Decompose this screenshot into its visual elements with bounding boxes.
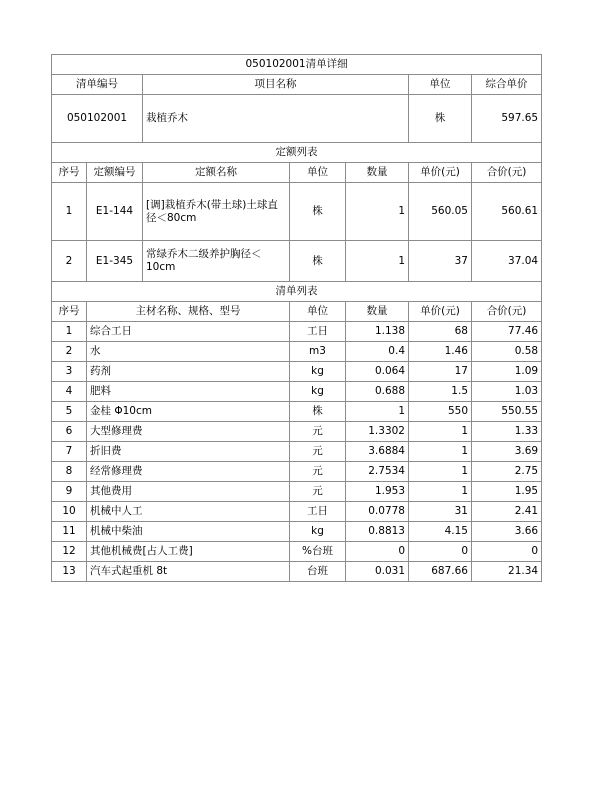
col-unit-price-cell: 1 [409, 462, 472, 482]
col-unit-cell: 元 [290, 422, 346, 442]
item-price: 597.65 [472, 95, 542, 143]
item-code: 050102001 [52, 95, 143, 143]
col-index-cell: 9 [52, 482, 87, 502]
quota-header-row [52, 163, 542, 183]
col-unit-price-cell: 68 [409, 322, 472, 342]
col-quantity-cell: 2.7534 [346, 462, 409, 482]
col-index-cell: 2 [52, 342, 87, 362]
col-unit-price-cell: 0 [409, 542, 472, 562]
col-material-name-cell: 折旧费 [87, 442, 290, 462]
col-total-price-header: 合价(元) [472, 302, 542, 322]
col-total-price-cell: 21.34 [472, 562, 542, 582]
col-quota-code-header: 定额编号 [87, 163, 143, 183]
material-row [52, 402, 542, 422]
col-unit-cell: 元 [290, 442, 346, 462]
col-quota-name-header: 定额名称 [143, 163, 290, 183]
col-material-name-cell: 机械中人工 [87, 502, 290, 522]
material-row [52, 522, 542, 542]
quota-section-title: 定额列表 [52, 143, 542, 163]
col-total-price-cell: 2.41 [472, 502, 542, 522]
col-material-name-cell: 综合工日 [87, 322, 290, 342]
bill-detail-table [51, 54, 542, 582]
col-total-price-cell: 0 [472, 542, 542, 562]
col-index-cell: 8 [52, 462, 87, 482]
col-index-cell: 7 [52, 442, 87, 462]
header-price: 综合单价 [472, 75, 542, 95]
col-total-price-header: 合价(元) [472, 163, 542, 183]
material-row [52, 422, 542, 442]
material-section-title: 清单列表 [52, 282, 542, 302]
col-quantity-cell: 1.953 [346, 482, 409, 502]
col-total-price-cell: 77.46 [472, 322, 542, 342]
col-quantity-cell: 1 [346, 183, 409, 241]
col-quantity-cell: 0.0778 [346, 502, 409, 522]
material-row [52, 322, 542, 342]
col-material-name-header: 主材名称、规格、型号 [87, 302, 290, 322]
col-index-cell: 6 [52, 422, 87, 442]
col-unit-cell: 株 [290, 241, 346, 282]
col-unit-cell: 元 [290, 482, 346, 502]
col-unit-cell: 元 [290, 462, 346, 482]
col-material-name-cell: 水 [87, 342, 290, 362]
material-row [52, 502, 542, 522]
col-index-cell: 5 [52, 402, 87, 422]
col-total-price-cell: 3.69 [472, 442, 542, 462]
col-total-price-cell: 1.09 [472, 362, 542, 382]
col-unit-price-cell: 1.5 [409, 382, 472, 402]
col-unit-cell: 株 [290, 183, 346, 241]
material-header-row [52, 302, 542, 322]
sheet-title: 050102001清单详细 [52, 55, 542, 75]
col-quota-code-cell: E1-144 [87, 183, 143, 241]
col-material-name-cell: 其他费用 [87, 482, 290, 502]
material-row [52, 382, 542, 402]
col-total-price-cell: 3.66 [472, 522, 542, 542]
material-row [52, 342, 542, 362]
material-row [52, 442, 542, 462]
col-unit-price-cell: 1 [409, 442, 472, 462]
col-unit-price-cell: 1.46 [409, 342, 472, 362]
col-unit-price-cell: 31 [409, 502, 472, 522]
col-material-name-cell: 机械中柴油 [87, 522, 290, 542]
col-quota-name-cell: [调]栽植乔木(带土球)土球直径＜80cm [143, 183, 290, 241]
col-total-price-cell: 1.33 [472, 422, 542, 442]
col-quantity-cell: 1.138 [346, 322, 409, 342]
col-material-name-cell: 金桂 Φ10cm [87, 402, 290, 422]
col-unit-cell: kg [290, 522, 346, 542]
col-quantity-cell: 1.3302 [346, 422, 409, 442]
material-row [52, 462, 542, 482]
col-unit-price-cell: 37 [409, 241, 472, 282]
col-index-cell: 1 [52, 322, 87, 342]
col-unit-price-cell: 560.05 [409, 183, 472, 241]
col-unit-cell: m3 [290, 342, 346, 362]
material-row [52, 562, 542, 582]
col-total-price-cell: 1.95 [472, 482, 542, 502]
col-quantity-header: 数量 [346, 302, 409, 322]
col-unit-cell: kg [290, 362, 346, 382]
col-material-name-cell: 其他机械费[占人工费] [87, 542, 290, 562]
col-index-cell: 1 [52, 183, 87, 241]
quota-row [52, 183, 542, 241]
col-unit-cell: 株 [290, 402, 346, 422]
col-unit-cell: 工日 [290, 502, 346, 522]
col-quantity-cell: 1 [346, 402, 409, 422]
col-index-header: 序号 [52, 302, 87, 322]
material-row [52, 542, 542, 562]
col-unit-price-cell: 17 [409, 362, 472, 382]
col-quota-name-cell: 常绿乔木二级养护胸径＜10cm [143, 241, 290, 282]
material-row [52, 362, 542, 382]
col-unit-price-header: 单价(元) [409, 163, 472, 183]
col-unit-price-cell: 1 [409, 482, 472, 502]
col-material-name-cell: 汽车式起重机 8t [87, 562, 290, 582]
col-unit-header: 单位 [290, 302, 346, 322]
col-unit-price-header: 单价(元) [409, 302, 472, 322]
material-row [52, 482, 542, 502]
col-unit-header: 单位 [290, 163, 346, 183]
col-quantity-cell: 1 [346, 241, 409, 282]
item-name: 栽植乔木 [143, 95, 409, 143]
col-unit-cell: 工日 [290, 322, 346, 342]
header-code: 清单编号 [52, 75, 143, 95]
col-quantity-cell: 0.8813 [346, 522, 409, 542]
col-unit-price-cell: 687.66 [409, 562, 472, 582]
col-index-cell: 12 [52, 542, 87, 562]
col-index-header: 序号 [52, 163, 87, 183]
col-quantity-cell: 0.064 [346, 362, 409, 382]
col-index-cell: 2 [52, 241, 87, 282]
col-quantity-cell: 0.031 [346, 562, 409, 582]
col-unit-price-cell: 550 [409, 402, 472, 422]
col-index-cell: 11 [52, 522, 87, 542]
col-total-price-cell: 560.61 [472, 183, 542, 241]
col-quantity-cell: 0.4 [346, 342, 409, 362]
item-unit: 株 [409, 95, 472, 143]
col-total-price-cell: 1.03 [472, 382, 542, 402]
col-index-cell: 13 [52, 562, 87, 582]
col-quantity-header: 数量 [346, 163, 409, 183]
col-material-name-cell: 经常修理费 [87, 462, 290, 482]
col-quantity-cell: 0.688 [346, 382, 409, 402]
col-unit-price-cell: 4.15 [409, 522, 472, 542]
header-name: 项目名称 [143, 75, 409, 95]
header-unit: 单位 [409, 75, 472, 95]
col-total-price-cell: 550.55 [472, 402, 542, 422]
col-unit-cell: 台班 [290, 562, 346, 582]
col-total-price-cell: 0.58 [472, 342, 542, 362]
col-index-cell: 4 [52, 382, 87, 402]
col-unit-cell: kg [290, 382, 346, 402]
col-quantity-cell: 3.6884 [346, 442, 409, 462]
col-unit-cell: %台班 [290, 542, 346, 562]
col-quantity-cell: 0 [346, 542, 409, 562]
col-unit-price-cell: 1 [409, 422, 472, 442]
col-index-cell: 3 [52, 362, 87, 382]
col-index-cell: 10 [52, 502, 87, 522]
col-total-price-cell: 37.04 [472, 241, 542, 282]
col-material-name-cell: 肥料 [87, 382, 290, 402]
col-material-name-cell: 药剂 [87, 362, 290, 382]
col-material-name-cell: 大型修理费 [87, 422, 290, 442]
col-total-price-cell: 2.75 [472, 462, 542, 482]
quota-row [52, 241, 542, 282]
col-quota-code-cell: E1-345 [87, 241, 143, 282]
